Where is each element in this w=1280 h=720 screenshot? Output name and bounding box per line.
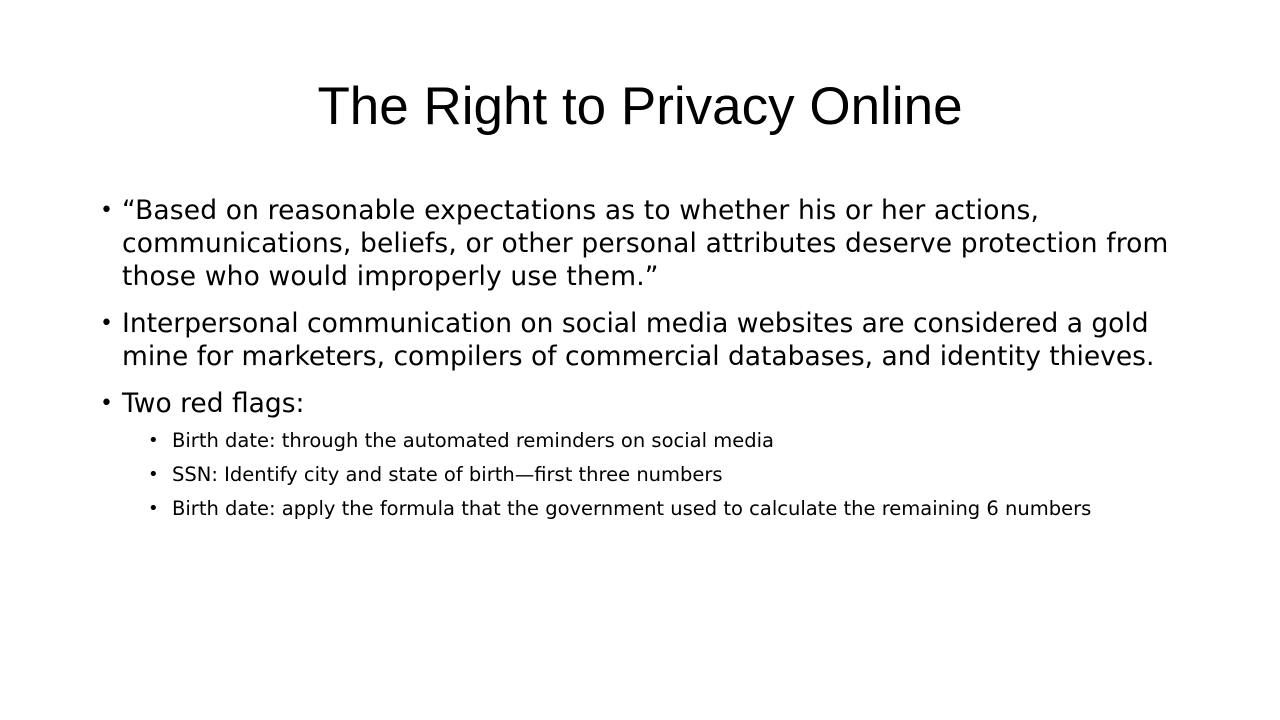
bullet-text: “Based on reasonable expectations as to whether his or her actions, communications, beliefs, or other personal attributes deserve protection from those who would improperly use them.”	[122, 195, 1169, 292]
sub-bullet-text: Birth date: apply the formula that the government used to calculate the remaining 6 numbers	[172, 497, 1092, 520]
sub-bullet-icon: •	[148, 430, 159, 451]
bullet-icon: •	[100, 198, 113, 223]
bullet-item-2	[100, 307, 1220, 373]
sub-bullet-text: SSN: Identify city and state of birth—first three numbers	[172, 463, 723, 486]
bullet-item-1	[100, 194, 1220, 293]
bullet-text: Interpersonal communication on social media websites are considered a gold mine for marketers, compilers of commercial databases, and identity thieves.	[122, 308, 1155, 372]
bullet-icon: •	[100, 391, 113, 416]
sub-bullet-item-1	[144, 428, 1220, 454]
sub-bullet-list	[100, 428, 1220, 522]
slide-title: The Right to Privacy Online	[317, 77, 963, 136]
sub-bullet-icon: •	[148, 464, 159, 485]
bullet-item-3	[100, 387, 1220, 420]
slide-body	[100, 194, 1220, 530]
sub-bullet-item-3	[144, 496, 1220, 522]
sub-bullet-item-2	[144, 462, 1220, 488]
sub-bullet-text: Birth date: through the automated reminders on social media	[172, 429, 774, 452]
bullet-text: Two red flags:	[122, 388, 305, 419]
bullet-icon: •	[100, 311, 113, 336]
sub-bullet-icon: •	[148, 498, 159, 519]
